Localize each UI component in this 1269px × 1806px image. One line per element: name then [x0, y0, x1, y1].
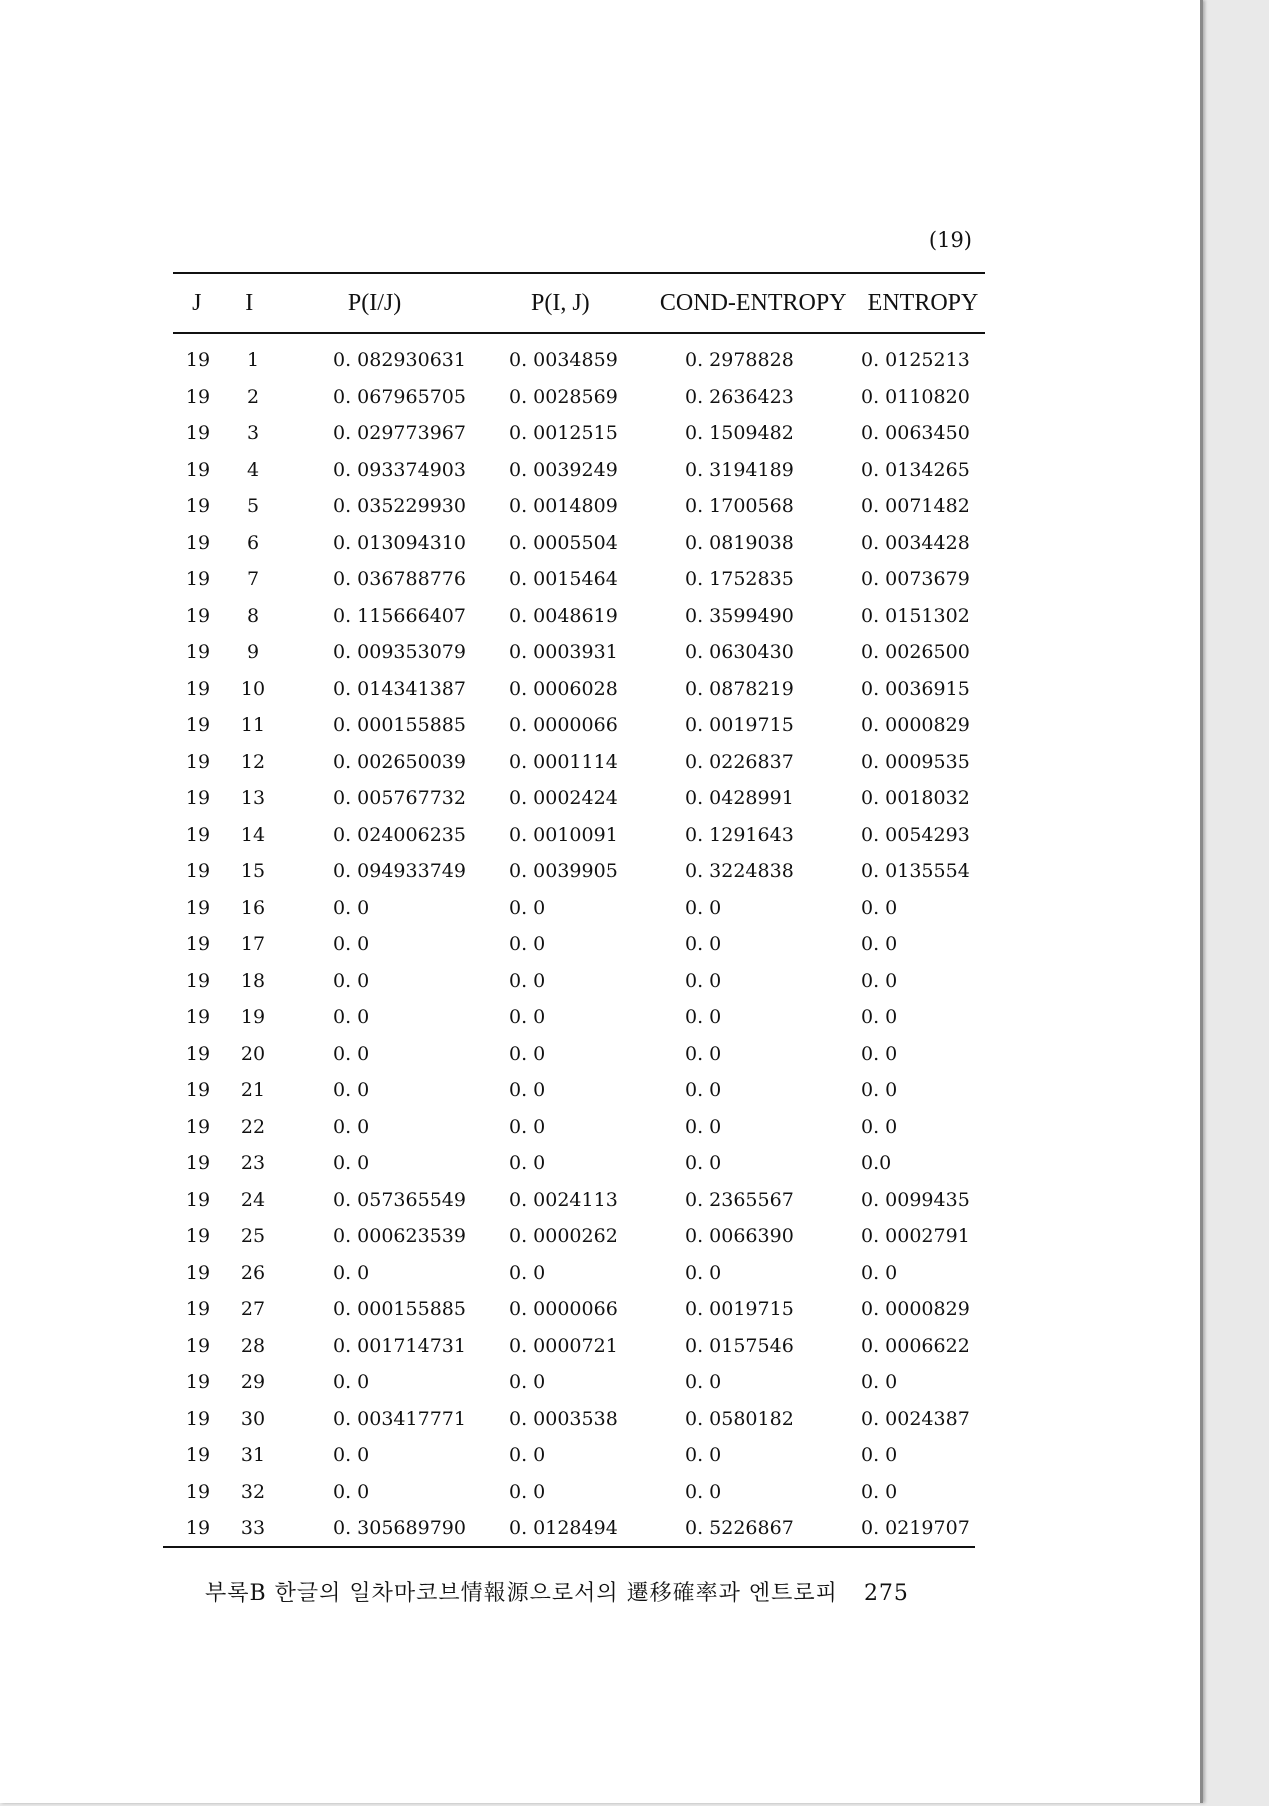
cell-p-i-given-j: 0. 0	[333, 969, 370, 992]
cell-entropy: 0. 0024387	[861, 1407, 970, 1430]
cell-i: 15	[240, 860, 266, 883]
cell-cond-entropy: 0. 0	[685, 1115, 722, 1138]
cell-j: 19	[185, 1407, 211, 1430]
header-p-i-j: P(I, J)	[531, 289, 590, 316]
table-row	[173, 890, 985, 927]
cell-i: 28	[240, 1334, 266, 1357]
table-row	[173, 561, 985, 598]
cell-i: 9	[246, 641, 260, 664]
cell-cond-entropy: 0. 2636423	[685, 385, 794, 408]
cell-entropy: 0. 0026500	[861, 641, 970, 664]
cell-p-i-given-j: 0. 057365549	[333, 1188, 466, 1211]
cell-p-i-given-j: 0. 035229930	[333, 495, 466, 518]
cell-cond-entropy: 0. 0878219	[685, 677, 794, 700]
cell-p-i-j: 0. 0003931	[509, 641, 618, 664]
cell-entropy: 0. 0	[861, 933, 898, 956]
cell-cond-entropy: 0. 1752835	[685, 568, 794, 591]
cell-j: 19	[185, 1079, 211, 1102]
cell-j: 19	[185, 1371, 211, 1394]
cell-i: 32	[240, 1480, 266, 1503]
cell-i: 5	[246, 495, 260, 518]
table-row	[173, 1401, 985, 1438]
cell-entropy: 0. 0000829	[861, 1298, 970, 1321]
cell-p-i-given-j: 0. 0	[333, 1261, 370, 1284]
cell-i: 10	[240, 677, 266, 700]
cell-p-i-given-j: 0. 0	[333, 1371, 370, 1394]
cell-entropy: 0. 0	[861, 1444, 898, 1467]
cell-cond-entropy: 0. 0226837	[685, 750, 794, 773]
cell-cond-entropy: 0. 0157546	[685, 1334, 794, 1357]
cell-j: 19	[185, 860, 211, 883]
cell-p-i-given-j: 0. 0	[333, 1480, 370, 1503]
cell-p-i-given-j: 0. 005767732	[333, 787, 466, 810]
table-row	[173, 379, 985, 416]
cell-entropy: 0. 0006622	[861, 1334, 970, 1357]
cell-i: 7	[246, 568, 260, 591]
cell-i: 2	[246, 385, 260, 408]
cell-entropy: 0. 0135554	[861, 860, 970, 883]
cell-entropy: 0. 0219707	[861, 1517, 970, 1540]
header-i: I	[245, 289, 254, 316]
cell-p-i-j: 0. 0048619	[509, 604, 618, 627]
cell-p-i-given-j: 0. 024006235	[333, 823, 466, 846]
cell-p-i-given-j: 0. 036788776	[333, 568, 466, 591]
cell-p-i-given-j: 0. 067965705	[333, 385, 466, 408]
cell-p-i-j: 0. 0	[509, 1006, 546, 1029]
cell-entropy: 0. 0125213	[861, 349, 970, 372]
cell-p-i-given-j: 0. 0	[333, 1152, 370, 1175]
cell-entropy: 0. 0	[861, 1042, 898, 1065]
cell-cond-entropy: 0. 0	[685, 1152, 722, 1175]
cell-i: 17	[240, 933, 266, 956]
cell-j: 19	[185, 1334, 211, 1357]
cell-p-i-j: 0. 0	[509, 1480, 546, 1503]
cell-cond-entropy: 0. 0	[685, 1371, 722, 1394]
cell-j: 19	[185, 641, 211, 664]
cell-i: 31	[240, 1444, 266, 1467]
cell-p-i-given-j: 0. 0	[333, 1042, 370, 1065]
cell-j: 19	[185, 969, 211, 992]
cell-j: 19	[185, 385, 211, 408]
cell-cond-entropy: 0. 0630430	[685, 641, 794, 664]
cell-entropy: 0. 0	[861, 1480, 898, 1503]
table-row	[173, 999, 985, 1036]
table-row	[173, 1255, 985, 1292]
cell-i: 16	[240, 896, 266, 919]
table-row	[173, 1182, 985, 1219]
cell-p-i-j: 0. 0003538	[509, 1407, 618, 1430]
cell-entropy: 0. 0	[861, 1261, 898, 1284]
cell-j: 19	[185, 458, 211, 481]
cell-i: 19	[240, 1006, 266, 1029]
cell-j: 19	[185, 1152, 211, 1175]
cell-p-i-given-j: 0. 0	[333, 933, 370, 956]
cell-p-i-given-j: 0. 0	[333, 1444, 370, 1467]
cell-p-i-j: 0. 0039249	[509, 458, 618, 481]
cell-cond-entropy: 0. 0819038	[685, 531, 794, 554]
cell-i: 12	[240, 750, 266, 773]
cell-p-i-j: 0. 0001114	[509, 750, 618, 773]
table-body	[173, 334, 985, 1547]
cell-cond-entropy: 0. 0	[685, 1006, 722, 1029]
header-p-i-given-j: P(I/J)	[347, 289, 402, 316]
table-row	[173, 1364, 985, 1401]
cell-i: 20	[240, 1042, 266, 1065]
cell-entropy: 0. 0034428	[861, 531, 970, 554]
cell-i: 6	[246, 531, 260, 554]
cell-p-i-j: 0. 0	[509, 969, 546, 992]
cell-p-i-given-j: 0. 009353079	[333, 641, 466, 664]
cell-j: 19	[185, 1298, 211, 1321]
cell-cond-entropy: 0. 1291643	[685, 823, 794, 846]
cell-cond-entropy: 0. 1700568	[685, 495, 794, 518]
cell-cond-entropy: 0. 0	[685, 1480, 722, 1503]
cell-entropy: 0. 0	[861, 1006, 898, 1029]
cell-p-i-j: 0. 0	[509, 1261, 546, 1284]
entropy-table	[173, 272, 985, 1547]
table-row	[173, 525, 985, 562]
cell-p-i-j: 0. 0014809	[509, 495, 618, 518]
cell-j: 19	[185, 1115, 211, 1138]
cell-i: 33	[240, 1517, 266, 1540]
cell-p-i-j: 0. 0006028	[509, 677, 618, 700]
cell-p-i-j: 0. 0039905	[509, 860, 618, 883]
cell-j: 19	[185, 677, 211, 700]
cell-p-i-given-j: 0. 002650039	[333, 750, 466, 773]
cell-p-i-j: 0. 0005504	[509, 531, 618, 554]
cell-p-i-given-j: 0. 0	[333, 896, 370, 919]
table-row	[173, 707, 985, 744]
table-row	[173, 452, 985, 489]
table-row	[173, 634, 985, 671]
cell-entropy: 0. 0000829	[861, 714, 970, 737]
cell-j: 19	[185, 495, 211, 518]
cell-i: 13	[240, 787, 266, 810]
cell-j: 19	[185, 1517, 211, 1540]
table-row	[173, 1510, 985, 1547]
cell-cond-entropy: 0. 0	[685, 969, 722, 992]
cell-cond-entropy: 0. 0	[685, 1079, 722, 1102]
cell-cond-entropy: 0. 1509482	[685, 422, 794, 445]
cell-cond-entropy: 0. 0019715	[685, 1298, 794, 1321]
cell-p-i-j: 0. 0002424	[509, 787, 618, 810]
cell-entropy: 0. 0018032	[861, 787, 970, 810]
cell-entropy: 0.0	[861, 1152, 892, 1175]
cell-p-i-j: 0. 0028569	[509, 385, 618, 408]
cell-j: 19	[185, 568, 211, 591]
table-row	[173, 415, 985, 452]
cell-i: 27	[240, 1298, 266, 1321]
cell-p-i-j: 0. 0	[509, 1115, 546, 1138]
table-row	[173, 342, 985, 379]
cell-j: 19	[185, 1261, 211, 1284]
cell-p-i-given-j: 0. 029773967	[333, 422, 466, 445]
cell-p-i-given-j: 0. 013094310	[333, 531, 466, 554]
cell-p-i-j: 0. 0	[509, 1042, 546, 1065]
cell-cond-entropy: 0. 3599490	[685, 604, 794, 627]
cell-i: 4	[246, 458, 260, 481]
page-footer	[205, 1576, 909, 1607]
cell-cond-entropy: 0. 3224838	[685, 860, 794, 883]
footer-page-number: 275	[863, 1581, 909, 1606]
header-j: J	[192, 289, 202, 316]
header-cond-entropy: COND-ENTROPY	[659, 289, 847, 316]
table-row	[173, 671, 985, 708]
table-row	[173, 1036, 985, 1073]
table-row	[173, 780, 985, 817]
cell-entropy: 0. 0151302	[861, 604, 970, 627]
cell-p-i-j: 0. 0	[509, 1371, 546, 1394]
cell-entropy: 0. 0099435	[861, 1188, 970, 1211]
cell-p-i-j: 0. 0000066	[509, 1298, 618, 1321]
table-row	[173, 1437, 985, 1474]
cell-p-i-given-j: 0. 001714731	[333, 1334, 466, 1357]
table-row	[173, 598, 985, 635]
table-header-row	[173, 274, 985, 332]
cell-p-i-j: 0. 0	[509, 1079, 546, 1102]
cell-cond-entropy: 0. 3194189	[685, 458, 794, 481]
cell-entropy: 0. 0	[861, 1115, 898, 1138]
table-row	[173, 817, 985, 854]
cell-j: 19	[185, 1225, 211, 1248]
cell-i: 23	[240, 1152, 266, 1175]
cell-entropy: 0. 0071482	[861, 495, 970, 518]
cell-p-i-given-j: 0. 305689790	[333, 1517, 466, 1540]
header-entropy: ENTROPY	[867, 289, 979, 316]
cell-entropy: 0. 0073679	[861, 568, 970, 591]
cell-i: 21	[240, 1079, 266, 1102]
cell-cond-entropy: 0. 0	[685, 1444, 722, 1467]
cell-p-i-given-j: 0. 014341387	[333, 677, 466, 700]
table-row	[173, 1291, 985, 1328]
cell-cond-entropy: 0. 2365567	[685, 1188, 794, 1211]
cell-entropy: 0. 0134265	[861, 458, 970, 481]
cell-j: 19	[185, 349, 211, 372]
cell-cond-entropy: 0. 0	[685, 1261, 722, 1284]
cell-entropy: 0. 0110820	[861, 385, 970, 408]
cell-j: 19	[185, 604, 211, 627]
cell-p-i-j: 0. 0012515	[509, 422, 618, 445]
cell-i: 22	[240, 1115, 266, 1138]
cell-p-i-j: 0. 0	[509, 896, 546, 919]
cell-i: 14	[240, 823, 266, 846]
cell-j: 19	[185, 1188, 211, 1211]
cell-p-i-given-j: 0. 000623539	[333, 1225, 466, 1248]
cell-i: 30	[240, 1407, 266, 1430]
cell-cond-entropy: 0. 0	[685, 933, 722, 956]
cell-p-i-j: 0. 0024113	[509, 1188, 618, 1211]
cell-entropy: 0. 0063450	[861, 422, 970, 445]
cell-j: 19	[185, 787, 211, 810]
cell-j: 19	[185, 714, 211, 737]
table-bottom-rule	[163, 1546, 975, 1548]
cell-entropy: 0. 0002791	[861, 1225, 970, 1248]
table-row	[173, 1145, 985, 1182]
cell-j: 19	[185, 823, 211, 846]
cell-p-i-j: 0. 0034859	[509, 349, 618, 372]
cell-j: 19	[185, 422, 211, 445]
table-row	[173, 853, 985, 890]
cell-cond-entropy: 0. 0	[685, 1042, 722, 1065]
cell-p-i-given-j: 0. 0	[333, 1115, 370, 1138]
cell-entropy: 0. 0054293	[861, 823, 970, 846]
cell-cond-entropy: 0. 2978828	[685, 349, 794, 372]
cell-p-i-given-j: 0. 003417771	[333, 1407, 466, 1430]
cell-cond-entropy: 0. 0	[685, 896, 722, 919]
cell-p-i-j: 0. 0000262	[509, 1225, 618, 1248]
table-row	[173, 744, 985, 781]
table-row	[173, 1218, 985, 1255]
cell-cond-entropy: 0. 0019715	[685, 714, 794, 737]
table-row	[173, 1474, 985, 1511]
cell-entropy: 0. 0036915	[861, 677, 970, 700]
cell-p-i-given-j: 0. 094933749	[333, 860, 466, 883]
cell-j: 19	[185, 1042, 211, 1065]
cell-entropy: 0. 0	[861, 896, 898, 919]
cell-entropy: 0. 0	[861, 1079, 898, 1102]
table-row	[173, 488, 985, 525]
cell-p-i-j: 0. 0015464	[509, 568, 618, 591]
cell-p-i-j: 0. 0128494	[509, 1517, 618, 1540]
cell-i: 8	[246, 604, 260, 627]
cell-p-i-given-j: 0. 0	[333, 1006, 370, 1029]
cell-p-i-j: 0. 0	[509, 1444, 546, 1467]
cell-i: 26	[240, 1261, 266, 1284]
footer-title: 부록B 한글의 일차마코브情報源으로서의 遷移確率과 엔트로피	[205, 1581, 838, 1606]
cell-entropy: 0. 0009535	[861, 750, 970, 773]
table-row	[173, 1109, 985, 1146]
table-row	[173, 1328, 985, 1365]
cell-i: 29	[240, 1371, 266, 1394]
cell-cond-entropy: 0. 0428991	[685, 787, 794, 810]
cell-i: 24	[240, 1188, 266, 1211]
table-row	[173, 926, 985, 963]
cell-entropy: 0. 0	[861, 1371, 898, 1394]
cell-p-i-given-j: 0. 082930631	[333, 349, 466, 372]
cell-p-i-given-j: 0. 093374903	[333, 458, 466, 481]
cell-p-i-j: 0. 0000721	[509, 1334, 618, 1357]
cell-j: 19	[185, 933, 211, 956]
cell-cond-entropy: 0. 5226867	[685, 1517, 794, 1540]
cell-p-i-given-j: 0. 0	[333, 1079, 370, 1102]
cell-p-i-j: 0. 0000066	[509, 714, 618, 737]
cell-p-i-j: 0. 0010091	[509, 823, 618, 846]
cell-p-i-j: 0. 0	[509, 933, 546, 956]
cell-i: 11	[240, 714, 266, 737]
cell-p-i-given-j: 0. 000155885	[333, 1298, 466, 1321]
cell-j: 19	[185, 750, 211, 773]
cell-i: 1	[246, 349, 260, 372]
cell-p-i-given-j: 0. 115666407	[333, 604, 466, 627]
cell-j: 19	[185, 1480, 211, 1503]
cell-cond-entropy: 0. 0580182	[685, 1407, 794, 1430]
table-row	[173, 963, 985, 1000]
page-number: (19)	[928, 228, 972, 252]
cell-p-i-given-j: 0. 000155885	[333, 714, 466, 737]
table-row	[173, 1072, 985, 1109]
cell-entropy: 0. 0	[861, 969, 898, 992]
cell-j: 19	[185, 1444, 211, 1467]
cell-j: 19	[185, 531, 211, 554]
cell-cond-entropy: 0. 0066390	[685, 1225, 794, 1248]
cell-j: 19	[185, 896, 211, 919]
cell-p-i-j: 0. 0	[509, 1152, 546, 1175]
cell-j: 19	[185, 1006, 211, 1029]
cell-i: 18	[240, 969, 266, 992]
cell-i: 25	[240, 1225, 266, 1248]
cell-i: 3	[246, 422, 260, 445]
